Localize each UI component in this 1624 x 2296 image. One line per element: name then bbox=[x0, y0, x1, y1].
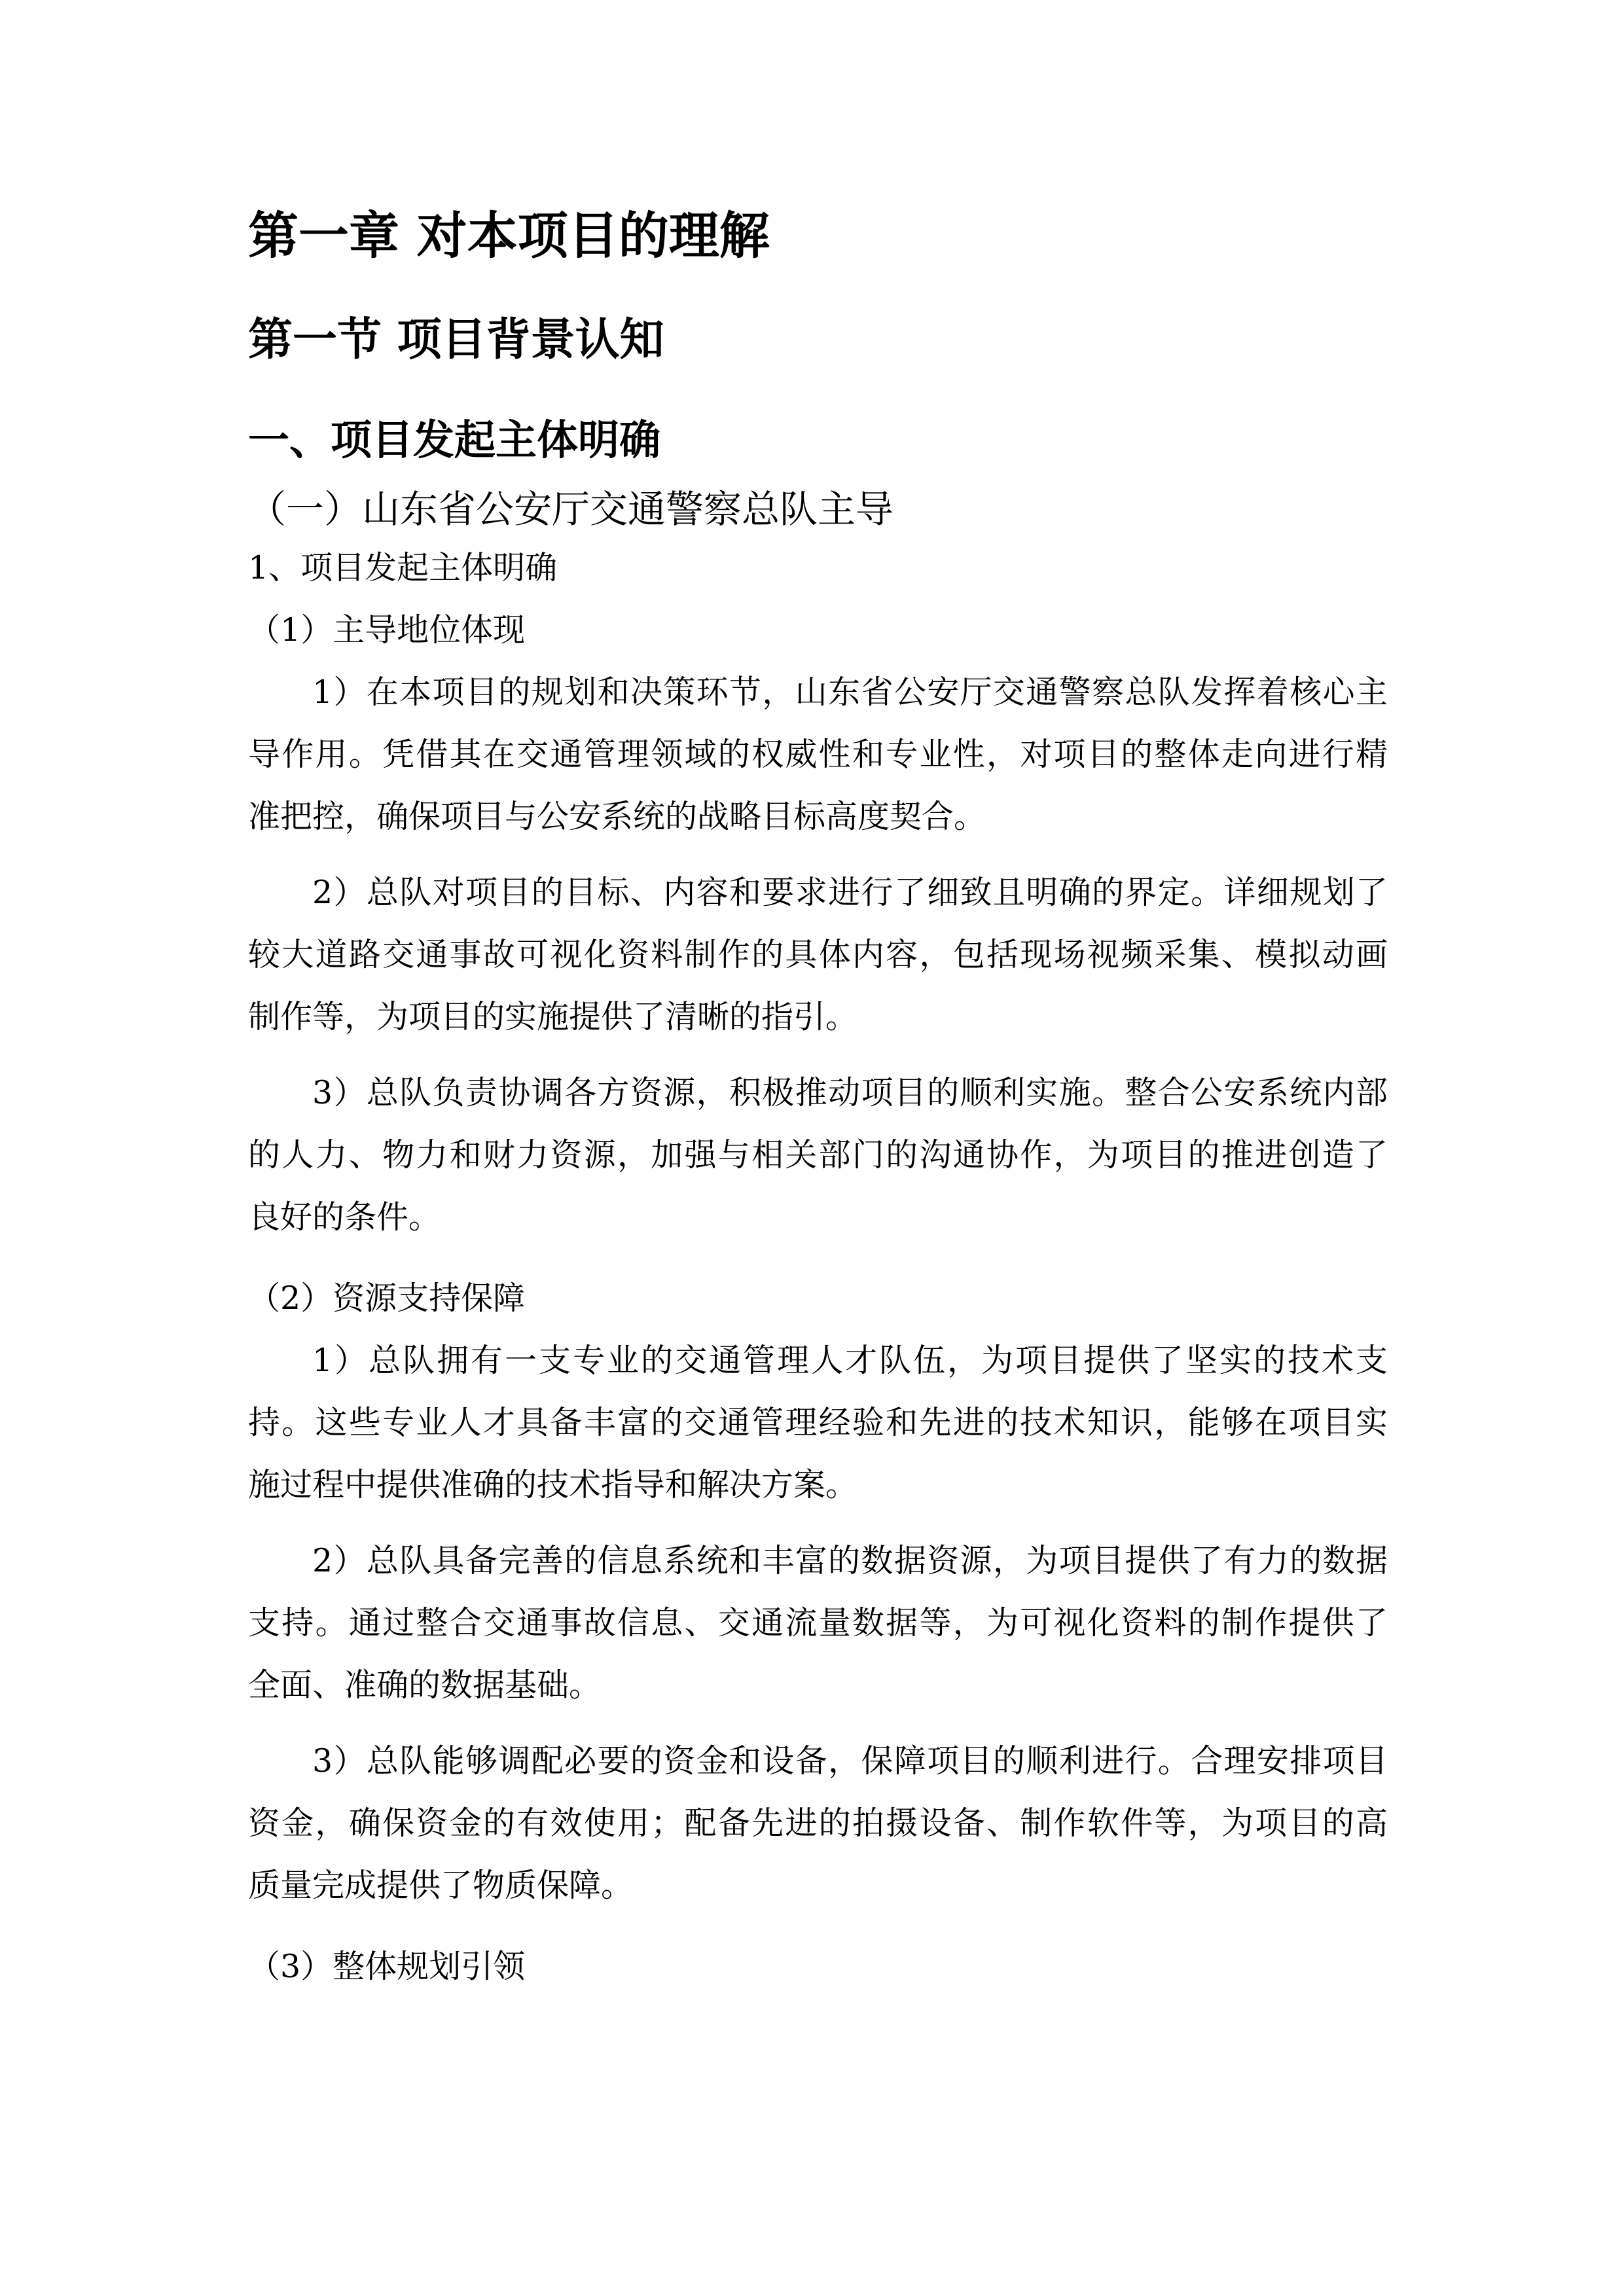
chapter-title: 第一章 对本项目的理解 bbox=[248, 207, 770, 266]
subsection-heading: （3）整体规划引领 bbox=[248, 1948, 526, 1985]
paragraph-line: 持。这些专业人才具备丰富的交通管理经验和先进的技术知识，能够在项目实 bbox=[248, 1404, 1388, 1441]
paragraph-line: 较大道路交通事故可视化资料制作的具体内容，包括现场视频采集、模拟动画 bbox=[248, 936, 1388, 973]
paragraph-line: 2）总队对项目的目标、内容和要求进行了细致且明确的界定。详细规划了 bbox=[312, 874, 1388, 911]
paragraph-line: 制作等，为项目的实施提供了清晰的指引。 bbox=[248, 998, 858, 1035]
document-page bbox=[248, 0, 1388, 1998]
heading-level2: （一）山东省公安厅交通警察总队主导 bbox=[248, 487, 894, 531]
paragraph-line: 全面、准确的数据基础。 bbox=[248, 1666, 602, 1704]
paragraph bbox=[248, 1530, 1388, 1716]
paragraph bbox=[248, 661, 1388, 848]
paragraph-line: 2）总队具备完善的信息系统和丰富的数据资源，为项目提供了有力的数据 bbox=[312, 1542, 1388, 1579]
section-title: 第一节 项目背景认知 bbox=[248, 314, 664, 366]
paragraph bbox=[248, 1062, 1388, 1248]
paragraph-line: 准把控，确保项目与公安系统的战略目标高度契合。 bbox=[248, 798, 986, 835]
heading-level1: 一、项目发起主体明确 bbox=[248, 416, 660, 464]
paragraph-line: 良好的条件。 bbox=[248, 1198, 441, 1236]
subsection-heading: （2）资源支持保障 bbox=[248, 1280, 526, 1317]
paragraph bbox=[248, 1329, 1388, 1516]
paragraph-line: 1）在本项目的规划和决策环节，山东省公安厅交通警察总队发挥着核心主 bbox=[312, 673, 1388, 711]
paragraph bbox=[248, 1730, 1388, 1916]
paragraph-line: 资金，确保资金的有效使用；配备先进的拍摄设备、制作软件等，为项目的高 bbox=[248, 1804, 1388, 1842]
paragraph-line: 3）总队负责协调各方资源，积极推动项目的顺利实施。整合公安系统内部 bbox=[312, 1074, 1388, 1111]
paragraph-line: 施过程中提供准确的技术指导和解决方案。 bbox=[248, 1466, 858, 1503]
paragraph-line: 支持。通过整合交通事故信息、交通流量数据等，为可视化资料的制作提供了 bbox=[248, 1604, 1388, 1641]
paragraph-line: 的人力、物力和财力资源，加强与相关部门的沟通协作，为项目的推进创造了 bbox=[248, 1136, 1388, 1174]
paragraph-line: 导作用。凭借其在交通管理领域的权威性和专业性，对项目的整体走向进行精 bbox=[248, 736, 1388, 773]
paragraph bbox=[248, 861, 1388, 1048]
paragraph-line: 3）总队能够调配必要的资金和设备，保障项目的顺利进行。合理安排项目 bbox=[312, 1742, 1388, 1780]
heading-level3: 1、项目发起主体明确 bbox=[248, 549, 558, 586]
paragraph-line: 质量完成提供了物质保障。 bbox=[248, 1867, 634, 1904]
paragraph-line: 1）总队拥有一支专业的交通管理人才队伍，为项目提供了坚实的技术支 bbox=[312, 1342, 1388, 1379]
subsection-heading: （1）主导地位体现 bbox=[248, 611, 526, 649]
